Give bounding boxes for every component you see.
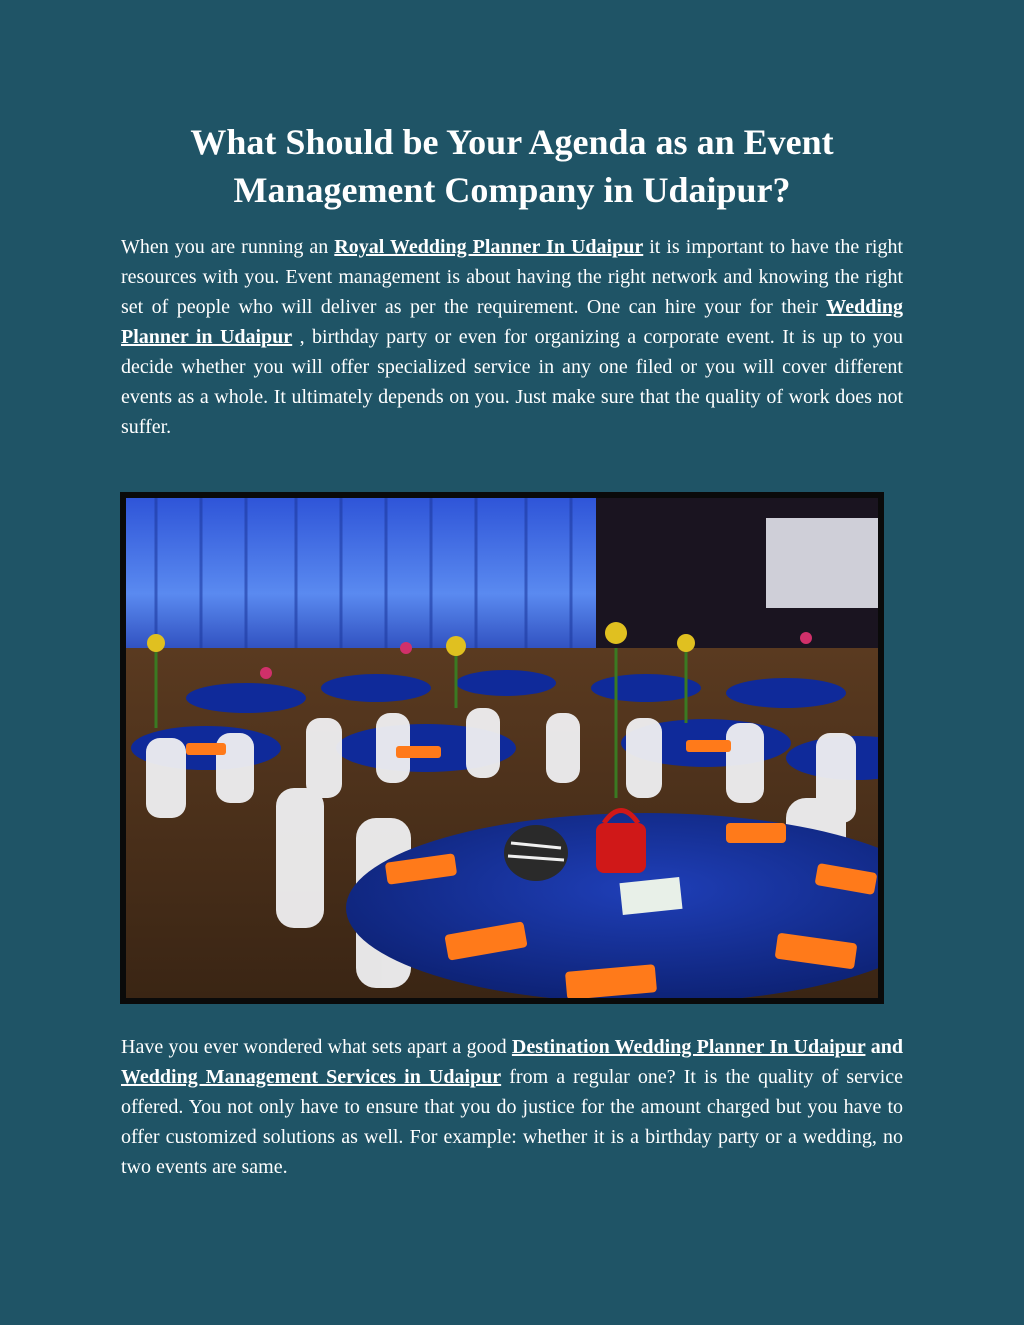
title-line-1: What Should be Your Agenda as an Event [190, 122, 834, 162]
second-text-a: Have you ever wondered what sets apart a good [121, 1036, 512, 1058]
page-title [120, 118, 904, 214]
and-word: and [865, 1036, 903, 1058]
royal-wedding-planner-link[interactable]: Royal Wedding Planner In Udaipur [334, 236, 644, 258]
intro-text-b: it is important to have the right resources with you. Event management is about having the right network and knowing the right set of people who will deliver as per the requirement. One can hire your for their [121, 236, 904, 318]
intro-paragraph [121, 232, 903, 442]
intro-text-c: , birthday party or even for organizing a corporate event. It is up to you decide whether you will offer specialized service in any one filed or you will cover different events as a whole. It ultimately depends on you. Just make sure that the quality of work does not suffer. [121, 326, 903, 438]
destination-wedding-planner-link[interactable]: Destination Wedding Planner In Udaipur [511, 1036, 866, 1058]
wedding-management-services-link[interactable]: Wedding Management Services in Udaipur [121, 1066, 502, 1088]
banquet-hall-image [126, 498, 878, 998]
wedding-planner-link[interactable]: Wedding Planner in Udaipur [121, 296, 903, 348]
second-text-b: from a regular one? It is the quality of service offered. You not only have to ensure that you do justice for the amount charged but you have to offer customized solutions as well. For example: whether it is a birthday party or a wedding, no two events are same. [121, 1066, 904, 1178]
banquet-hall-photo [120, 492, 884, 1004]
title-line-2: Management Company in Udaipur? [233, 170, 791, 210]
intro-text-a: When you are running an [121, 236, 335, 258]
second-paragraph [121, 1032, 903, 1182]
